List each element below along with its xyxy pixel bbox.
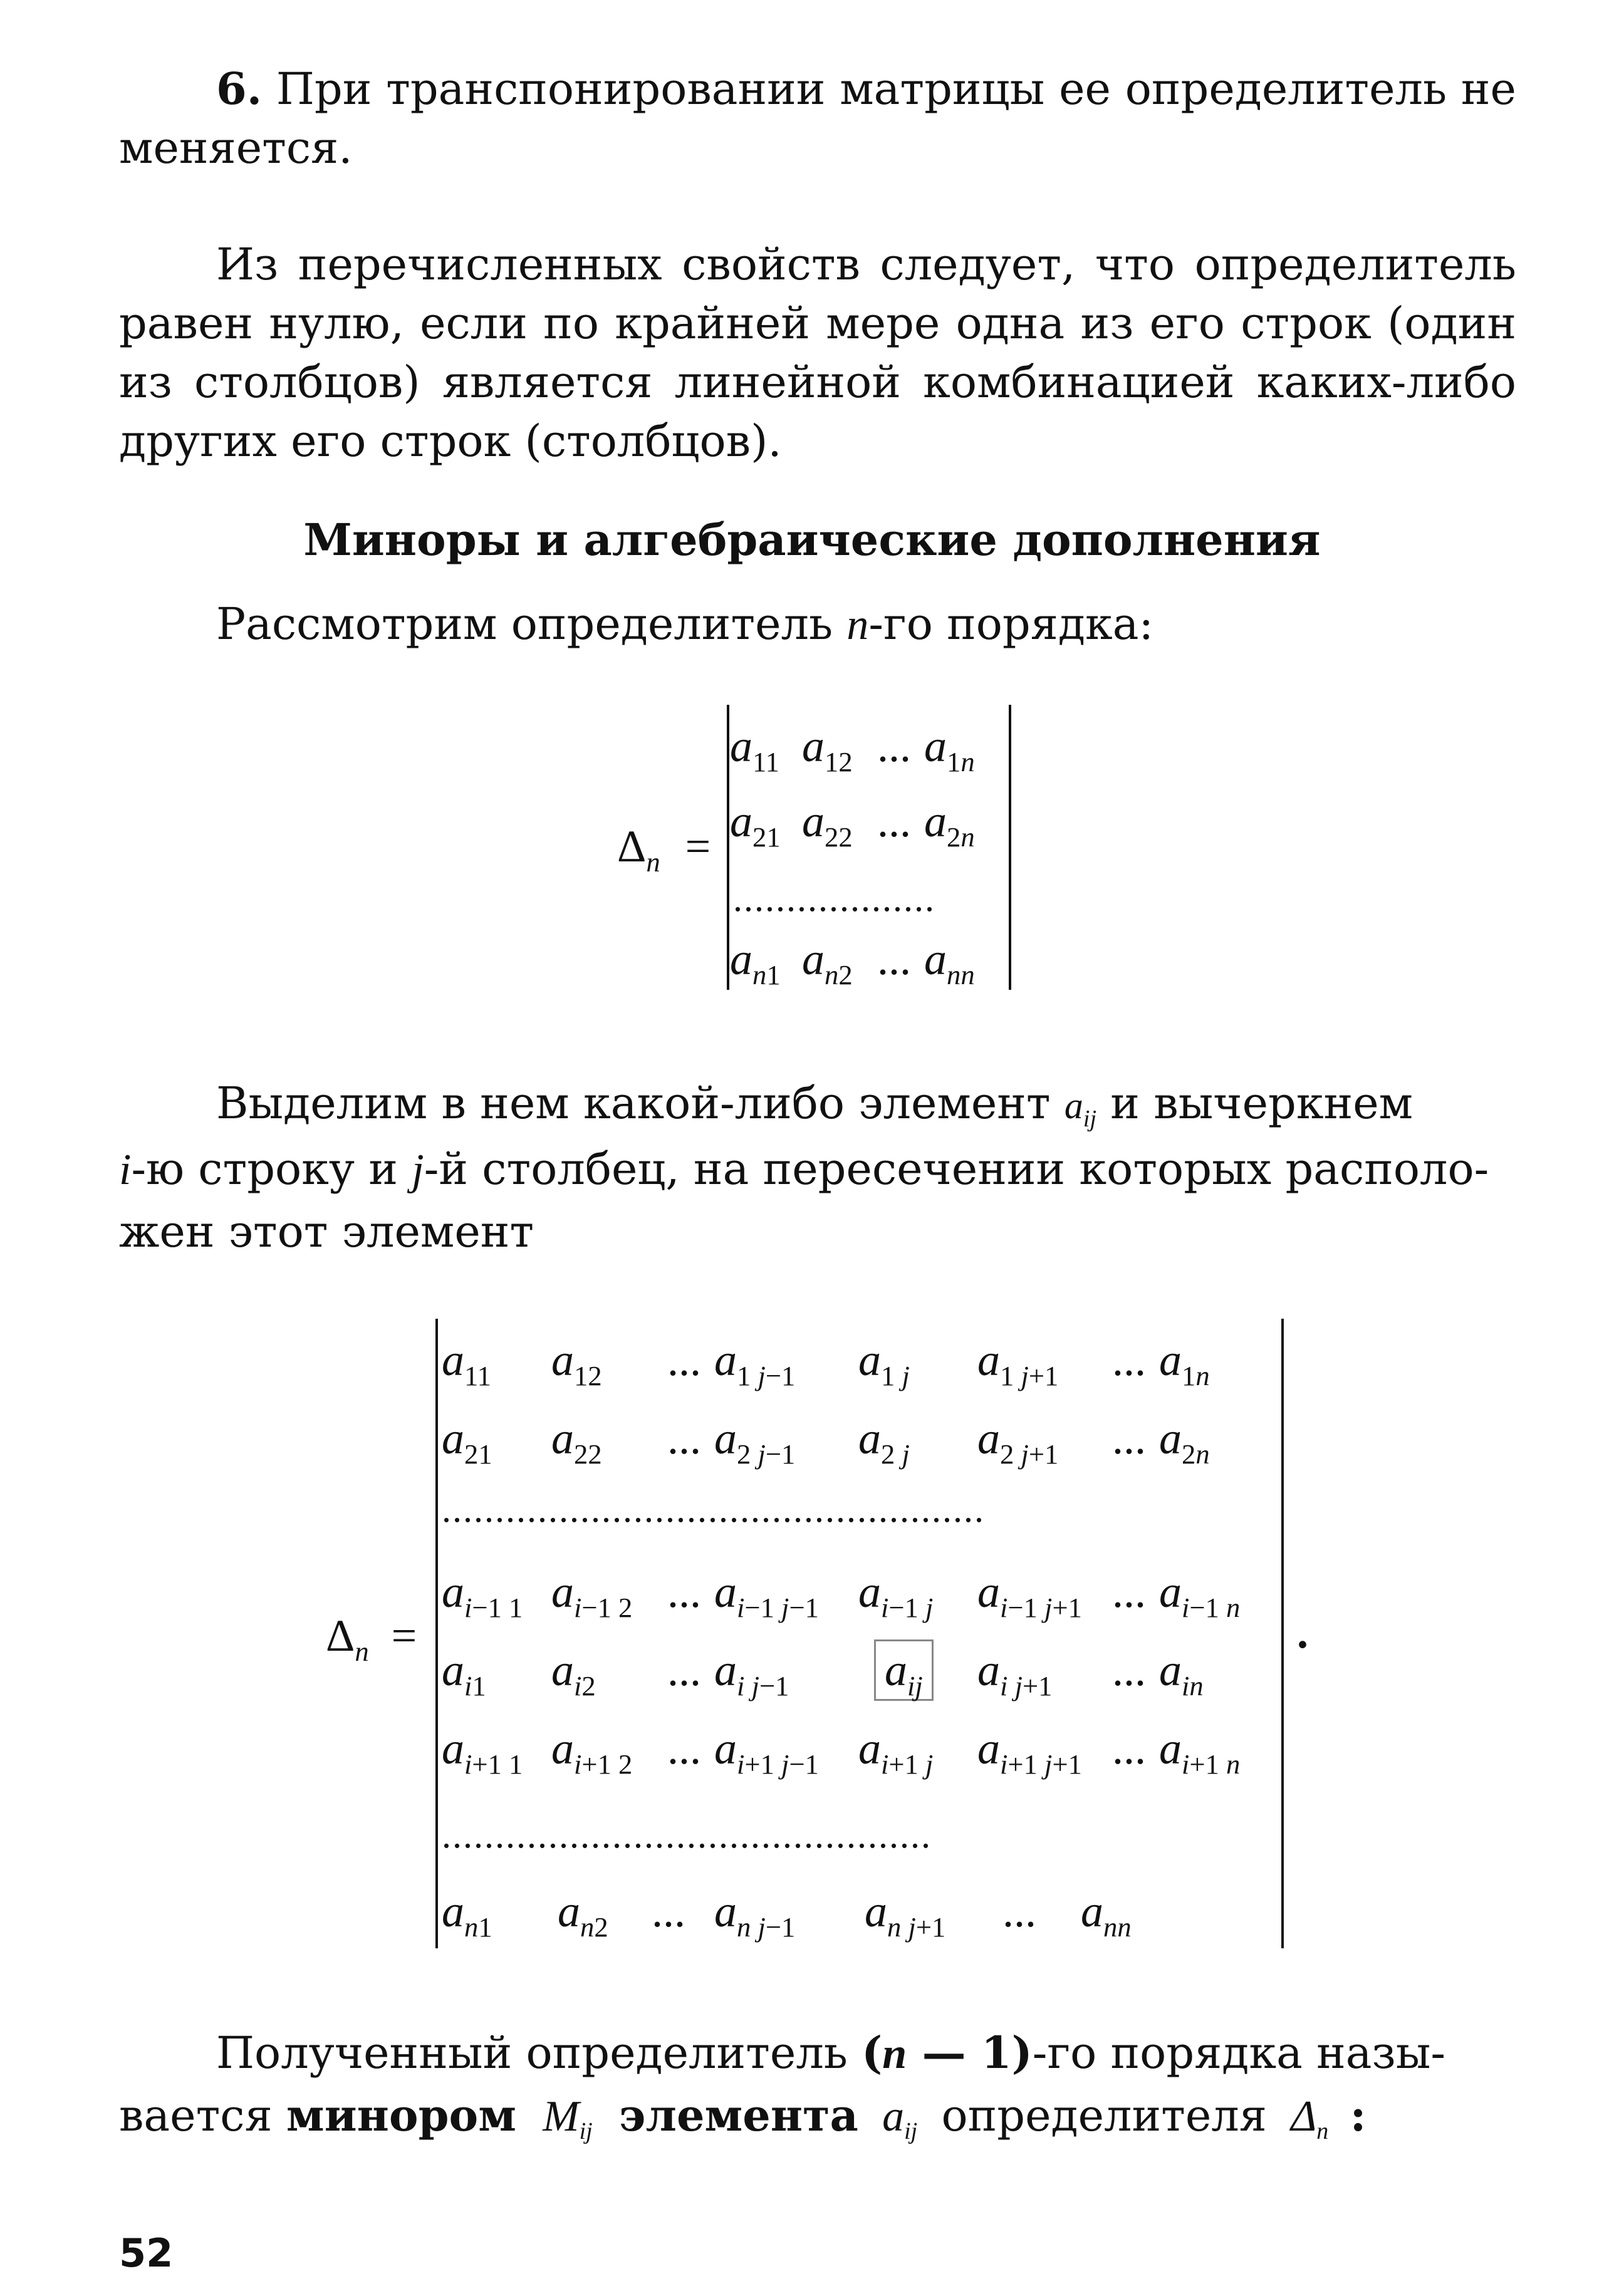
equals-sign: = (685, 821, 711, 871)
ellipsis: ... (1112, 1723, 1146, 1774)
matrix-element: $a_{n2}$ (802, 934, 853, 990)
text: определителя (941, 2090, 1267, 2141)
matrix-element: $a_{21}$ (442, 1413, 492, 1470)
var-M: M (543, 2092, 580, 2141)
ellipsis: ... (1112, 1413, 1146, 1463)
matrix-element: $a_{i-1 1}$ (442, 1567, 523, 1623)
delta-symbol: Δ (617, 821, 647, 871)
matrix-element: $a_{i+1 n}$ (1159, 1723, 1241, 1780)
text: и вычеркнем (1096, 1078, 1413, 1129)
element-subscript: ij (1083, 1106, 1097, 1133)
dotted-row-upper: ................................................... (442, 1488, 985, 1530)
ellipsis: ... (1112, 1335, 1146, 1385)
trailing-period: . (1297, 1608, 1308, 1658)
matrix-element: $a_{21}$ (730, 796, 781, 853)
paren: ( (861, 2027, 883, 2079)
matrix-element: $a_{i j+1}$ (977, 1645, 1053, 1701)
matrix-element: $a_{n j+1}$ (865, 1886, 946, 1943)
matrix-element: $a_{i1}$ (442, 1645, 486, 1701)
var-i: i (119, 1146, 132, 1194)
matrix-element: $a_{1n}$ (924, 721, 975, 777)
matrix-element: $a_{in}$ (1159, 1645, 1204, 1701)
det-left-bar (435, 1319, 438, 1948)
page-number: 52 (119, 2230, 174, 2276)
intro-line (216, 598, 1153, 650)
matrix-element: $a_{i+1 1}$ (442, 1723, 523, 1780)
a-subscript: ij (904, 2118, 918, 2145)
matrix-element: $a_{nn}$ (924, 934, 975, 990)
paragraph-minor-line2 (119, 2089, 1366, 2145)
delta-symbol: Δ (326, 1611, 355, 1661)
matrix-element: $a_{2 j}$ (858, 1413, 910, 1470)
paragraph-text: Из перечисленных свойств следует, что определитель равен нулю, если по крайней мере одна из его строк (один из столбцов) является линейной комбинацией каких-либо других его строк (столбцов). (119, 239, 1516, 467)
colon: : (1350, 2089, 1366, 2141)
matrix-element: $a_{i+1 2}$ (551, 1723, 633, 1780)
list-number: 6. (216, 63, 263, 115)
ellipsis: ... (877, 934, 911, 984)
intro-text-after: -го порядка: (868, 598, 1154, 650)
M-subscript: ij (579, 2118, 593, 2145)
minus-one: — 1 (907, 2027, 1012, 2079)
paragraph-property-6 (119, 60, 1516, 177)
matrix-element: $a_{i-1 n}$ (1159, 1567, 1241, 1623)
var-n: n (882, 2030, 907, 2078)
matrix-element: $a_{11}$ (730, 721, 779, 777)
paragraph-text: При транспонировании матрицы ее определитель не меняется. (119, 63, 1516, 174)
matrix-element: $a_{i+1 j+1}$ (977, 1723, 1082, 1780)
matrix-element: $a_{12}$ (802, 721, 853, 777)
matrix-element: $a_{22}$ (802, 796, 853, 853)
matrix-element: $a_{nn}$ (1081, 1886, 1132, 1943)
matrix-element: $a_{1 j+1}$ (977, 1335, 1059, 1391)
ellipsis: ... (1112, 1567, 1146, 1617)
equals-sign: = (391, 1611, 417, 1661)
element-a: a (1064, 1085, 1083, 1126)
ellipsis: ... (667, 1567, 701, 1617)
dotted-row-lower: .............................................. (442, 1814, 932, 1856)
matrix-element: $a_{n1}$ (442, 1886, 492, 1943)
matrix-element: $a_{1n}$ (1159, 1335, 1210, 1391)
paragraph-minor-line1 (216, 2027, 1445, 2079)
term-minor: минором (286, 2089, 517, 2141)
matrix-element: $a_{1 j-1}$ (714, 1335, 796, 1391)
matrix-element: $a_{2n}$ (1159, 1413, 1210, 1470)
matrix-element: $a_{2 j-1}$ (714, 1413, 796, 1470)
var-j: j (412, 1146, 424, 1194)
text: -ю строку и (131, 1143, 412, 1195)
delta-subscript: n (1316, 2118, 1329, 2145)
text: Выделим в нем какой-либо элемент (216, 1078, 1064, 1129)
matrix-element: $a_{i-1 j}$ (858, 1567, 934, 1623)
matrix-element: $a_{i+1 j}$ (858, 1723, 934, 1780)
delta-subscript: n (355, 1635, 369, 1667)
matrix-element: $a_{i-1 2}$ (551, 1567, 633, 1623)
ellipsis: ... (667, 1413, 701, 1463)
matrix-element: $a_{2 j+1}$ (977, 1413, 1059, 1470)
text: -й столбец, на пересечении которых располо- (424, 1143, 1489, 1195)
ellipsis: ... (652, 1886, 685, 1936)
delta-n-label (617, 821, 711, 878)
matrix-element: $a_{n2}$ (558, 1886, 608, 1943)
var-n: n (846, 601, 869, 649)
matrix-element: $a_{n1}$ (730, 934, 781, 990)
delta-symbol: Δ (1291, 2092, 1317, 2141)
matrix-element: $a_{1 j}$ (858, 1335, 910, 1391)
ellipsis: ... (667, 1645, 701, 1695)
delta-n-label (326, 1610, 417, 1667)
matrix-element: $a_{i+1 j-1}$ (714, 1723, 819, 1780)
matrix-element: $a_{22}$ (551, 1413, 602, 1470)
matrix-element: $a_{i j-1}$ (714, 1645, 789, 1701)
ellipsis: ... (667, 1335, 701, 1385)
intro-text: Рассмотрим определитель (216, 598, 847, 650)
var-a: a (882, 2092, 905, 2141)
ellipsis: ... (877, 721, 911, 771)
matrix-element: $a_{n j-1}$ (714, 1886, 796, 1943)
matrix-element: $a_{2n}$ (924, 796, 975, 853)
det-right-bar (1281, 1319, 1284, 1948)
ellipsis: ... (1002, 1886, 1036, 1936)
paragraph-conclusion (119, 235, 1516, 470)
text: Полученный определитель (216, 2027, 862, 2079)
section-heading: Миноры и алгебраические дополнения (303, 514, 1321, 566)
det-left-bar (727, 705, 729, 990)
ellipsis: ... (667, 1723, 701, 1774)
dotted-row: ................... (733, 878, 935, 919)
highlighted-element: $a_{ij}$ (874, 1644, 934, 1696)
text: вается (119, 2090, 286, 2141)
paragraph-select-element-line1 (216, 1078, 1413, 1133)
text: -го порядка назы- (1032, 2027, 1446, 2079)
delta-subscript: n (646, 846, 660, 878)
matrix-element: $a_{12}$ (551, 1335, 602, 1391)
term-element: элемента (618, 2089, 858, 2141)
ellipsis: ... (877, 796, 911, 846)
det-right-bar (1009, 705, 1011, 990)
paragraph-select-element-line3: жен этот элемент (119, 1206, 534, 1257)
paragraph-select-element-line2 (119, 1143, 1489, 1195)
ellipsis: ... (1112, 1645, 1146, 1695)
matrix-element: $a_{i-1 j+1}$ (977, 1567, 1082, 1623)
matrix-element: $a_{i-1 j-1}$ (714, 1567, 819, 1623)
matrix-element: $a_{i2}$ (551, 1645, 596, 1701)
matrix-element: $a_{11}$ (442, 1335, 491, 1391)
paren: ) (1011, 2027, 1033, 2079)
